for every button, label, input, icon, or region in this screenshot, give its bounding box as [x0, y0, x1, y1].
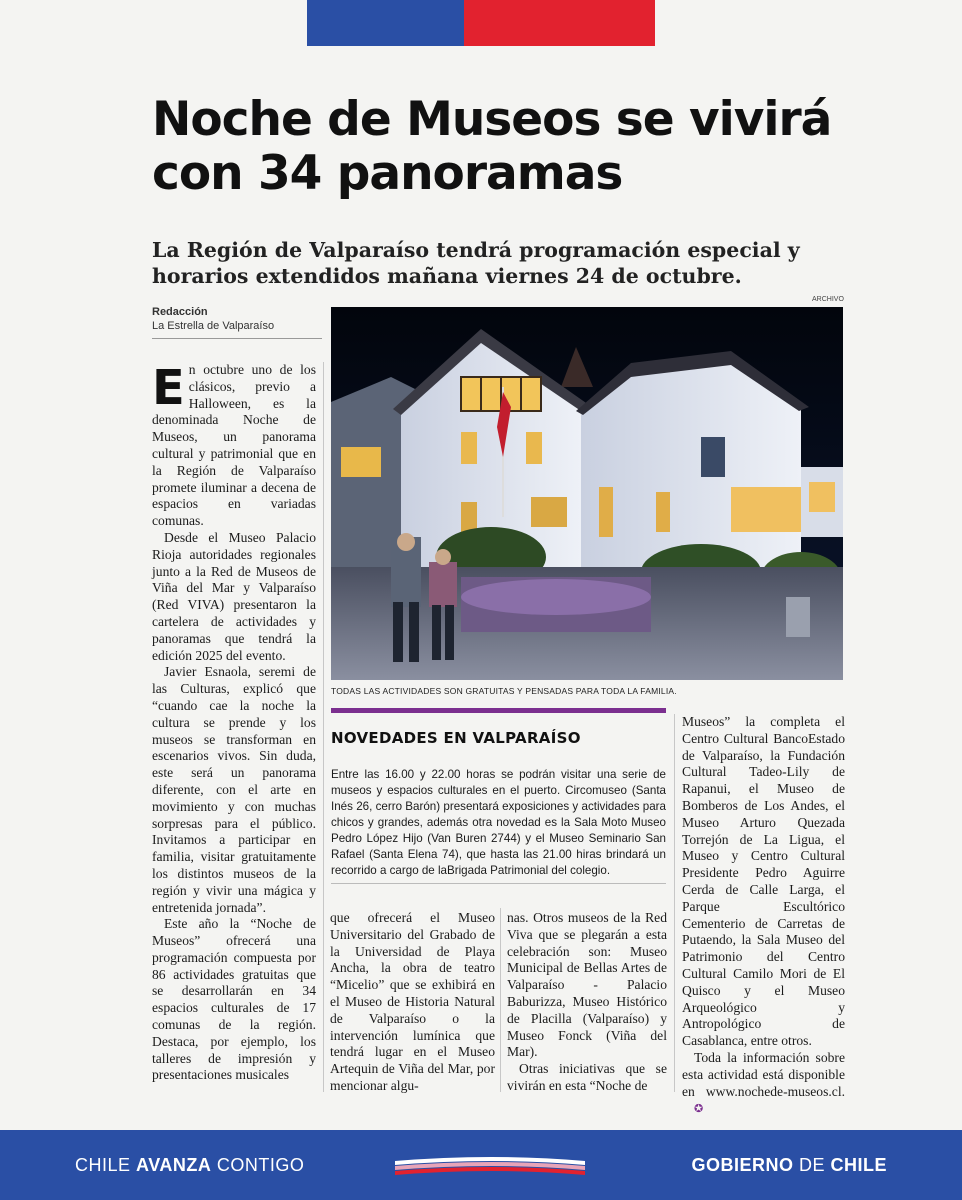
footer-gov-word-2: DE — [793, 1155, 831, 1175]
museum-night-illustration — [331, 307, 843, 680]
sidebar-box-title: NOVEDADES EN VALPARAÍSO — [331, 729, 581, 747]
sidebar-box-bottom-rule — [331, 883, 666, 884]
column-divider-3 — [674, 714, 675, 1092]
column-2-text: que ofrecerá el Museo Universitario del Grabado de la Universidad de Playa Ancha, la obra de teatro “Micelio” que se exhibirá en el Museo de Historia Natural de Valparaíso o la intervención lumínica que tendrá lugar en el Museo Artequin de Viña del Mar, por mencionar algu- — [330, 910, 495, 1093]
subheadline: La Región de Valparaíso tendrá programación especial y horarios extendidos mañana viernes 24 de octubre. — [152, 238, 800, 288]
column-4-paragraph-1: Museos” la completa el Centro Cultural BancoEstado de Valparaíso, la Fundación Cultural Tadeo-Lily de Rapanui, el Museo de Bomberos de Los Andes, el Museo Arturo Quezada Torrejón de La Ligua, el Museo y Centro Cultural Presidente Pedro Aguirre Cerda de Calle Larga, el Parque Escultórico Cementerio de Carretas de Putaendo, la Sala Museo del Patrimonio del Centro Cultural Camilo Mori de El Quisco y el Museo Arqueológico y Antropológico de Casablanca, entre otros. — [682, 714, 845, 1049]
paragraph-4: Este año la “Noche de Museos” ofrecerá una programación compuesta por 86 actividades gratuitas que se desarrollarán en 34 espacios culturales de 17 comunas de la región. Destaca, por ejemplo, los talleres de impresión y presentaciones musicales — [152, 916, 316, 1083]
article-column-4 — [682, 714, 845, 1118]
photo-caption: TODAS LAS ACTIVIDADES SON GRATUITAS Y PENSADAS PARA TODA LA FAMILIA. — [331, 686, 677, 696]
byline-author: Redacción — [152, 306, 208, 318]
article-column-3 — [507, 910, 667, 1095]
column-divider-1 — [323, 362, 324, 1092]
article-column-2 — [330, 910, 495, 1095]
headline: Noche de Museos se vivirá con 34 panoramas — [152, 92, 832, 201]
end-mark-icon: ✪ — [694, 1103, 704, 1116]
byline-outlet: La Estrella de Valparaíso — [152, 320, 275, 332]
article-column-1 — [152, 362, 316, 1084]
drop-cap: E — [152, 360, 185, 416]
footer-bar — [0, 1130, 962, 1200]
footer-gov-word-3: CHILE — [830, 1155, 887, 1175]
paragraph-1: n octubre uno de los clásicos, previo a Halloween, es la denominada Noche de Museos, un panorama cultural y patrimonial que en la Región de Valparaíso promete iluminar a decena de espacios en variadas comunas. — [152, 362, 316, 529]
paragraph-2: Desde el Museo Palacio Rioja autoridades regionales junto a la Red de Museos de Viña del Mar y Valparaíso (Red VIVA) presentaron la cartelera de actividades y panoramas que tendrá la edición 2025 del evento. — [152, 529, 316, 663]
flag-wave-icon — [393, 1153, 587, 1179]
sidebar-box — [331, 708, 666, 883]
column-divider-2 — [500, 908, 501, 1092]
byline — [152, 305, 274, 333]
sidebar-box-accent-rule — [331, 708, 666, 713]
column-4-paragraph-2 — [682, 1050, 845, 1118]
sidebar-box-text: Entre las 16.00 y 22.00 horas se podrán visitar una serie de museos y espacios culturales en el puerto. Circomuseo (Santa Inés 26, cerro Barón) presentará exposiciones y actividades para chicos y grandes, además otra novedad es la Sala Moto Museo Pedro López Hijo (Van Buren 2744) y el Museo Seminario San Rafael (Santa Elena 74), que hasta las 21.00 hiras brindará un recorrido a cargo de laBrigada Patrimonial del colegio. — [331, 768, 666, 877]
flag-blue-stripe — [307, 0, 464, 46]
footer-government-mark — [691, 1155, 887, 1176]
photo-credit: ARCHIVO — [812, 296, 844, 303]
footer-slogan-bold: AVANZA — [136, 1155, 212, 1175]
footer-slogan — [75, 1155, 304, 1176]
flag-top-bar — [307, 0, 655, 46]
paragraph-3: Javier Esnaola, seremi de las Culturas, explicó que “cuando cae la noche la cultura se prende y los museos se transforman en escenarios vivos. Sin duda, este será un panorama diferente, con el arte en movimiento y con muchas sorpresas para el público. Invitamos a participar en familia, visitar gratuitamente los distintos museos de la región y vivir una mágica y entretenida jornada”. — [152, 664, 316, 915]
flag-red-stripe — [464, 0, 655, 46]
byline-divider — [152, 338, 322, 339]
footer-gov-word-1: GOBIERNO — [691, 1155, 794, 1175]
footer-slogan-suffix: CONTIGO — [211, 1155, 305, 1175]
museum-photo — [331, 307, 843, 680]
column-3-paragraph-1: nas. Otros museos de la Red Viva que se plegarán a esta celebración son: Museo Municipal de Bellas Artes de Valparaíso - Palacio Baburizza, Museo Histórico de Placilla (Valparaíso) y Museo Fonck (Viña del Mar). — [507, 910, 667, 1060]
column-4-paragraph-2-text: Toda la información sobre esta actividad está disponible en www.nochede-museos.cl. — [682, 1049, 845, 1099]
column-3-paragraph-2: Otras iniciativas que se vivirán en esta “Noche de — [507, 1061, 667, 1093]
footer-slogan-prefix: CHILE — [75, 1155, 137, 1175]
